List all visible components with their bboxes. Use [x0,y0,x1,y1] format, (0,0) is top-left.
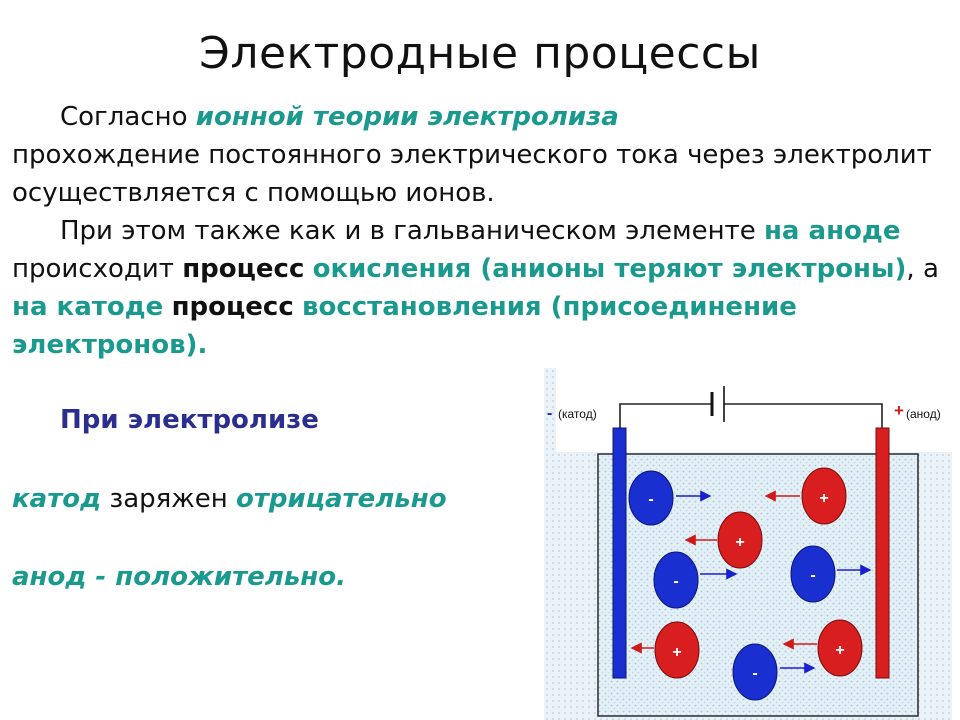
anode-line: анод - положительно. [12,562,346,592]
svg-text:+: + [735,534,745,551]
cathode-word: катод [12,484,102,514]
svg-text:+: + [835,642,845,659]
para2-process-2: процесс [171,292,294,322]
anode-electrode [876,428,889,678]
cathode-negative: отрицательно [235,484,447,514]
svg-text:-: - [810,567,816,584]
para2-space-1 [304,254,312,284]
cathode-line [12,484,447,514]
cathode-charged: заряжен [101,484,236,514]
para1-rest: прохождение постоянного электрического тока через электролит осуществляется с помощью ионов. [12,140,932,208]
para2-space-2 [163,292,171,322]
svg-text:-: - [648,491,654,508]
paragraph-electrode-processes [12,212,942,364]
svg-text:+: + [819,490,829,507]
svg-text:-: - [673,573,679,590]
para2-g: , а [906,254,939,284]
electrolysis-diagram [544,368,952,720]
para1-lead: Согласно [60,102,196,132]
para2-reduction: восстановления (присоединение электронов). [12,292,797,360]
para2-c: происходит [12,254,183,284]
para2-process-1: процесс [182,254,305,284]
svg-text:+: + [672,644,682,661]
anode-label: (анод) [906,407,941,421]
cathode-electrode [613,428,626,678]
electrolysis-heading: При электролизе [60,405,319,435]
para2-on-anode: на аноде [763,216,901,246]
para2-on-cathode: на катоде [12,292,164,322]
cathode-label: (катод) [558,407,597,421]
para1-emphasis: ионной теории электролиза [195,102,619,132]
para2-oxidation: окисления (анионы теряют электроны) [312,254,907,284]
cathode-sign: - [547,405,553,422]
slide-title: Электродные процессы [199,28,761,79]
anode-sign: + [894,401,904,420]
svg-text:-: - [752,665,758,682]
para2-space-3 [294,292,302,322]
para2-a: При этом также как и в гальваническом элементе [60,216,764,246]
paragraph-ionic-theory [12,98,942,212]
